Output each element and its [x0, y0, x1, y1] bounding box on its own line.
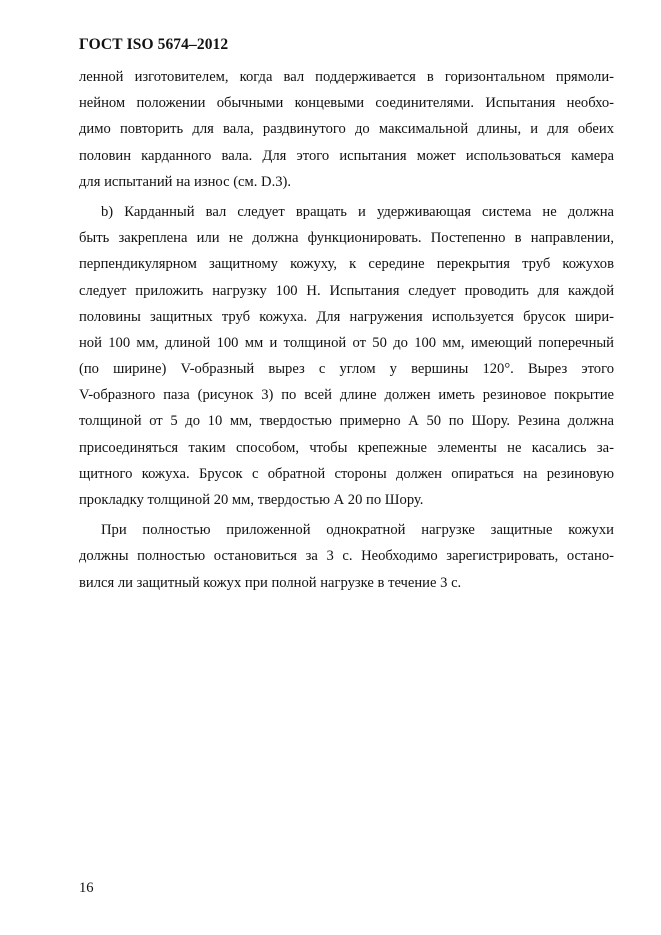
text-line: димо повторить для вала, раздвинутого до максимальной длины, и для обеих: [79, 121, 614, 138]
text-line: (по ширине) V-образный вырез с углом у вершины 120°. Вырез этого: [79, 361, 614, 378]
text-line: ной 100 мм, длиной 100 мм и толщиной от 50 до 100 мм, имеющий поперечный: [79, 334, 614, 351]
text-line: щитного кожуха. Брусок с обратной стороны должен опираться на резиновую: [79, 465, 614, 482]
body-text: [79, 64, 614, 596]
text-line: половин карданного вала. Для этого испытания может использоваться камера: [79, 147, 614, 164]
standard-header: ГОСТ ISO 5674–2012: [79, 36, 229, 53]
text-line: следует приложить нагрузку 100 Н. Испытания следует проводить для каждой: [79, 282, 614, 299]
text-line: При полностью приложенной однократной нагрузке защитные кожухи: [101, 522, 614, 539]
paragraph-continuation: [79, 64, 614, 195]
text-line: для испытаний на износ (см. D.3).: [79, 173, 292, 190]
text-line: вился ли защитный кожух при полной нагрузке в течение 3 с.: [79, 574, 462, 591]
text-line: перпендикулярном защитному кожуху, к середине перекрытия труб кожухов: [79, 256, 614, 273]
text-line: V-образного паза (рисунок 3) по всей длине должен иметь резиновое покрытие: [79, 387, 614, 404]
text-line: половины защитных труб кожуха. Для нагружения используется брусок шири-: [79, 308, 614, 325]
text-line: быть закреплена или не должна функционировать. Постепенно в направлении,: [79, 230, 614, 247]
paragraph-item-b: [79, 199, 614, 513]
text-line: нейном положении обычными концевыми соединителями. Испытания необхо-: [79, 95, 614, 112]
text-line: должны полностью остановиться за 3 с. Необходимо зарегистрировать, остано-: [79, 548, 614, 565]
text-line: толщиной от 5 до 10 мм, твердостью примерно А 50 по Шору. Резина должна: [79, 413, 614, 430]
text-line: ленной изготовителем, когда вал поддерживается в горизонтальном прямоли-: [79, 69, 614, 85]
paragraph-load-result: [79, 517, 614, 596]
page-number: 16: [79, 880, 94, 896]
text-line: прокладку толщиной 20 мм, твердостью А 20 по Шору.: [79, 492, 424, 508]
text-line: b) Карданный вал следует вращать и удерживающая система не должна: [101, 203, 614, 220]
text-line: присоединяться таким способом, чтобы крепежные элементы не касались за-: [79, 439, 614, 456]
